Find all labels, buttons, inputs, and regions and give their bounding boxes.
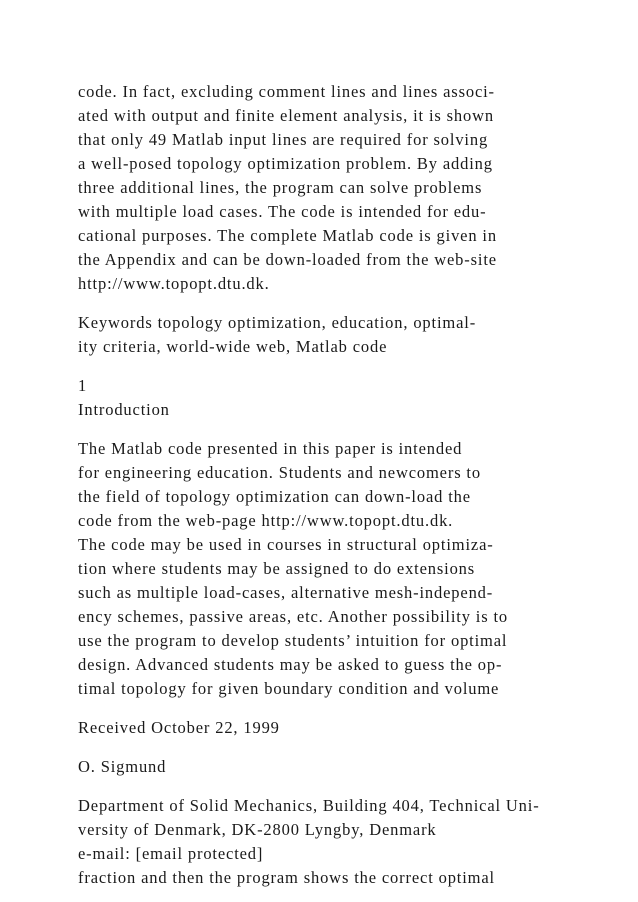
intro-line: the field of topology optimization can down-load the (78, 487, 471, 506)
paragraph-line: cational purposes. The complete Matlab code is given in (78, 226, 497, 245)
paragraph-line: that only 49 Matlab input lines are required for solving (78, 130, 489, 149)
paragraph-line: the Appendix and can be down-loaded from the web-site (78, 250, 497, 269)
intro-line: The Matlab code presented in this paper is intended (78, 439, 463, 458)
email-line: e-mail: [email protected] (78, 844, 264, 863)
section-number: 1 (78, 376, 88, 395)
paragraph-line: three additional lines, the program can solve problems (78, 178, 483, 197)
intro-line: for engineering education. Students and newcomers to (78, 463, 481, 482)
section-title: Introduction (78, 400, 170, 419)
intro-line: tion where students may be assigned to do extensions (78, 559, 476, 578)
paragraph-line: http://www.topopt.dtu.dk. (78, 274, 270, 293)
intro-line: The code may be used in courses in structural optimiza- (78, 535, 494, 554)
intro-line: ency schemes, passive areas, etc. Another possibility is to (78, 607, 509, 626)
intro-line: timal topology for given boundary condition and volume (78, 679, 500, 698)
affiliation-line: versity of Denmark, DK-2800 Lyngby, Denmark (78, 820, 437, 839)
affiliation-line: fraction and then the program shows the correct optimal (78, 868, 495, 887)
intro-line: design. Advanced students may be asked to guess the op- (78, 655, 503, 674)
paragraph-line: with multiple load cases. The code is intended for edu- (78, 202, 487, 221)
intro-line: such as multiple load-cases, alternative mesh-independ- (78, 583, 494, 602)
keywords-line: Keywords topology optimization, education, optimal- (78, 313, 477, 332)
intro-line: use the program to develop students’ intuition for optimal (78, 631, 508, 650)
affiliation-line: Department of Solid Mechanics, Building 404, Technical Uni- (78, 796, 540, 815)
author-name: O. Sigmund (78, 757, 167, 776)
paragraph-line: a well-posed topology optimization problem. By adding (78, 154, 493, 173)
intro-line: code from the web-page http://www.topopt.dtu.dk. (78, 511, 454, 530)
received-date: Received October 22, 1999 (78, 718, 280, 737)
paragraph-line: code. In fact, excluding comment lines and lines associ- (78, 82, 495, 101)
paragraph-line: ated with output and finite element analysis, it is shown (78, 106, 494, 125)
keywords-line: ity criteria, world-wide web, Matlab code (78, 337, 388, 356)
